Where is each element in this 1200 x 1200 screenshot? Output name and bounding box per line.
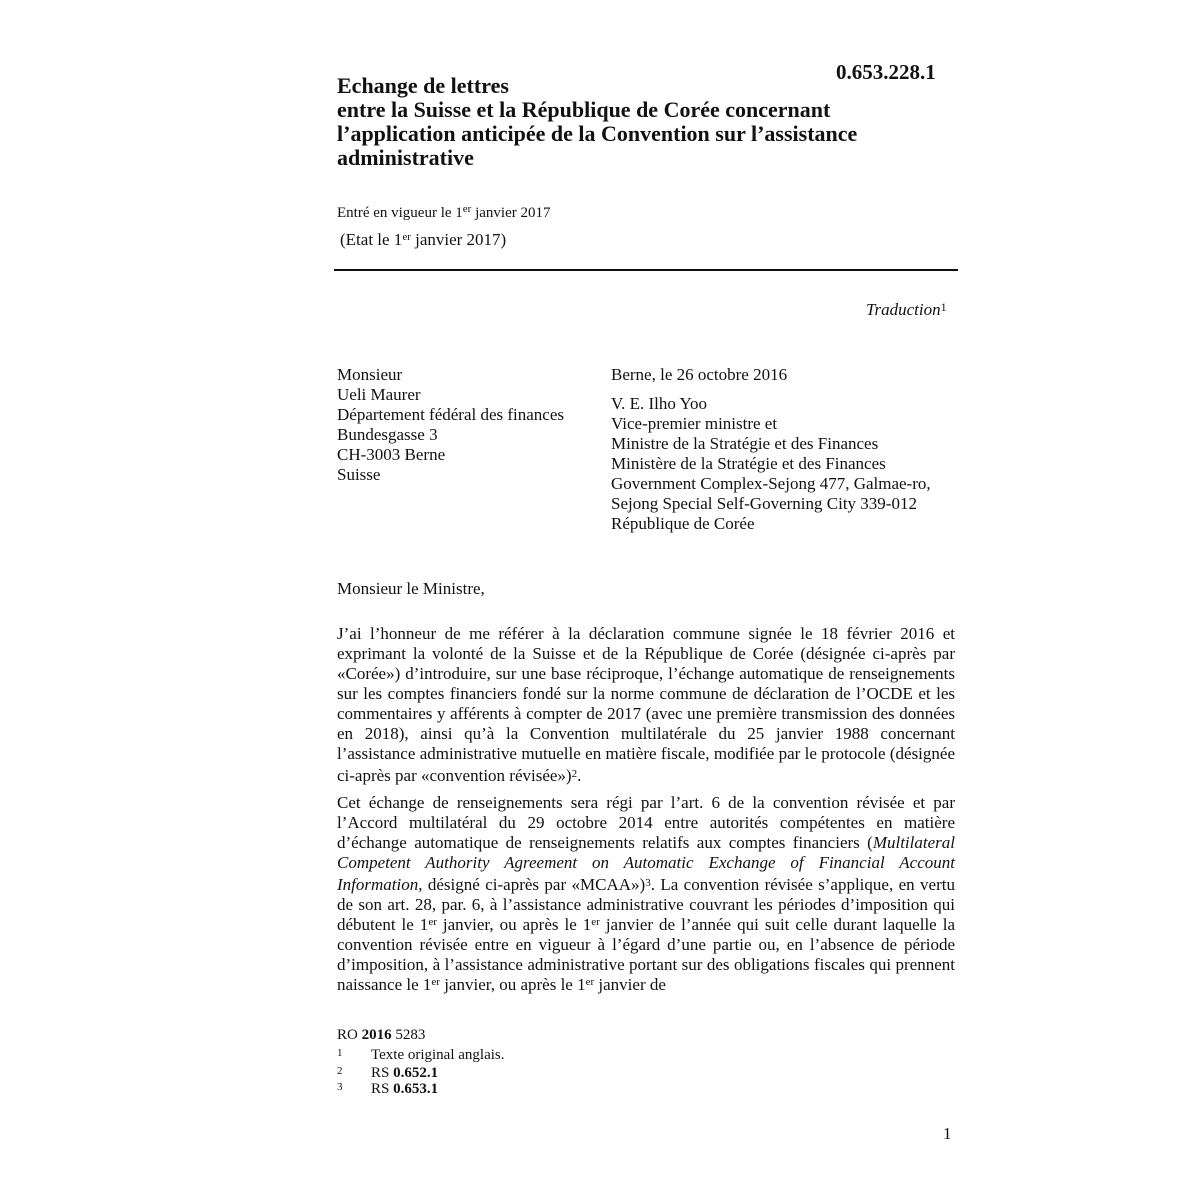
entry-into-force: [337, 205, 551, 222]
sr-number: 0.653.228.1: [836, 60, 936, 84]
address-line: République de Corée: [611, 514, 755, 533]
footnote-3: [337, 1079, 438, 1097]
state-date: [340, 230, 506, 250]
ordinal-sup: er: [591, 916, 600, 928]
state-text-end: janvier 2017): [410, 230, 507, 249]
paragraph-text: janvier, ou après le 1: [436, 915, 592, 934]
address-line: Ueli Maurer: [337, 385, 421, 404]
title-line: Echange de lettres: [337, 73, 509, 98]
address-line: Ministère de la Stratégie et des Finances: [611, 454, 886, 473]
footnote-ref[interactable]: 2: [571, 768, 578, 780]
ordinal-sup: er: [431, 976, 440, 988]
address-line: Sejong Special Self-Governing City 339-012: [611, 494, 917, 513]
footnote-1: [337, 1045, 505, 1063]
address-line: Bundesgasse 3: [337, 425, 438, 444]
ordinal-sup: er: [428, 916, 437, 928]
footnote-ref-number[interactable]: 0.652.1: [393, 1065, 439, 1081]
entry-text-end: janvier 2017: [471, 205, 551, 221]
footnote-text: RS: [371, 1065, 394, 1081]
address-line: Monsieur: [337, 365, 403, 384]
recipient-address: [611, 394, 931, 534]
ro-reference: [337, 1027, 425, 1044]
paragraph-text: janvier de: [594, 975, 666, 994]
address-line: V. E. Ilho Yoo: [611, 394, 708, 413]
footnote-text: RS: [371, 1081, 394, 1097]
salutation: Monsieur le Ministre,: [337, 579, 485, 598]
header-divider: [334, 269, 958, 271]
body-paragraph-2: [337, 793, 955, 995]
footnote-text: Texte original anglais.: [371, 1047, 505, 1063]
page-number: 1: [943, 1124, 952, 1143]
ro-year: 2016: [361, 1027, 392, 1043]
sender-address: [337, 365, 564, 485]
paragraph-text: janvier de l’année qui suit celle durant laquelle la convention révisée entre en vigueur à l’égard d’une partie ou, en l’absence de période d’imposition, à l’assistance administrative portant sur des obligations fiscales qui prennent naissance le 1: [337, 915, 955, 994]
title-line: entre la Suisse et la République de Corée concernant: [337, 97, 831, 122]
entry-sup: er: [462, 203, 472, 215]
address-line: Vice-premier ministre et: [611, 414, 778, 433]
paragraph-text: janvier, ou après le 1: [439, 975, 586, 994]
address-line: Government Complex-Sejong 477, Galmae-ro,: [611, 474, 931, 493]
address-line: Ministre de la Stratégie et des Finances: [611, 434, 879, 453]
address-line: Département fédéral des finances: [337, 405, 565, 424]
title-line: l’application anticipée de la Convention sur l’assistance: [337, 121, 858, 146]
body-paragraph-1: [337, 624, 955, 786]
title-line: administrative: [337, 145, 474, 170]
document-title: [337, 74, 937, 170]
footnote-number: 2: [337, 1065, 343, 1077]
ordinal-sup: er: [585, 976, 595, 988]
paragraph-text: . La convention révisée s’applique, en vertu de son art. 28, par. 6, à l’assistance administrative couvrant les périodes d’imposition qui débutent le 1: [337, 875, 955, 934]
entry-text: Entré en vigueur le 1: [337, 205, 463, 221]
paragraph-text: J’ai l’honneur de me référer à la déclaration commune signée le 18 février 2016 et exprimant la volonté de la Suisse et de la République de Corée (désignée ci-après par «Corée») d’introduire, sur une base réciproque, l’échange automatique de renseignements sur les comptes financiers fondé sur la norme commune de déclaration de l’OCDE et les commentaires y afférents à compter de 2017 (avec une première transmission des données en 2018), ainsi qu’à la Convention multilatérale du 25 janvier 1988 concernant l’assistance administrative mutuelle en matière fiscale, modifiée par le protocole (désignée ci-après par «convention révisée»): [337, 624, 955, 785]
footnote-ref-number[interactable]: 0.653.1: [393, 1081, 439, 1097]
footnote-number: 3: [337, 1081, 343, 1093]
footnote-number: 1: [337, 1047, 343, 1059]
place-date: Berne, le 26 octobre 2016: [611, 365, 788, 384]
translation-text: Traduction: [866, 300, 941, 319]
footnote-ref[interactable]: 3: [645, 877, 651, 889]
state-text: (Etat le 1: [340, 230, 403, 249]
translation-label: [866, 300, 947, 320]
paragraph-text: Cet échange de renseignements sera régi par l’art. 6 de la convention révisée et par l’Accord multilatéral du 29 octobre 2014 entre autorités compétentes en matière d’échange automatique de renseignements relatifs aux comptes financiers (: [337, 793, 955, 852]
state-sup: er: [402, 231, 411, 243]
paragraph-text: , désigné ci-après par «MCAA»): [418, 875, 646, 894]
ro-prefix: RO: [337, 1027, 362, 1043]
agreement-title: Multilateral Competent Authority Agreement on Automatic Exchange of Financial Account Information: [337, 833, 955, 894]
paragraph-text: .: [577, 766, 582, 785]
address-line: CH-3003 Berne: [337, 445, 446, 464]
footnote-ref[interactable]: 1: [940, 300, 947, 314]
address-line: Suisse: [337, 465, 381, 484]
ro-page: 5283: [391, 1027, 426, 1043]
